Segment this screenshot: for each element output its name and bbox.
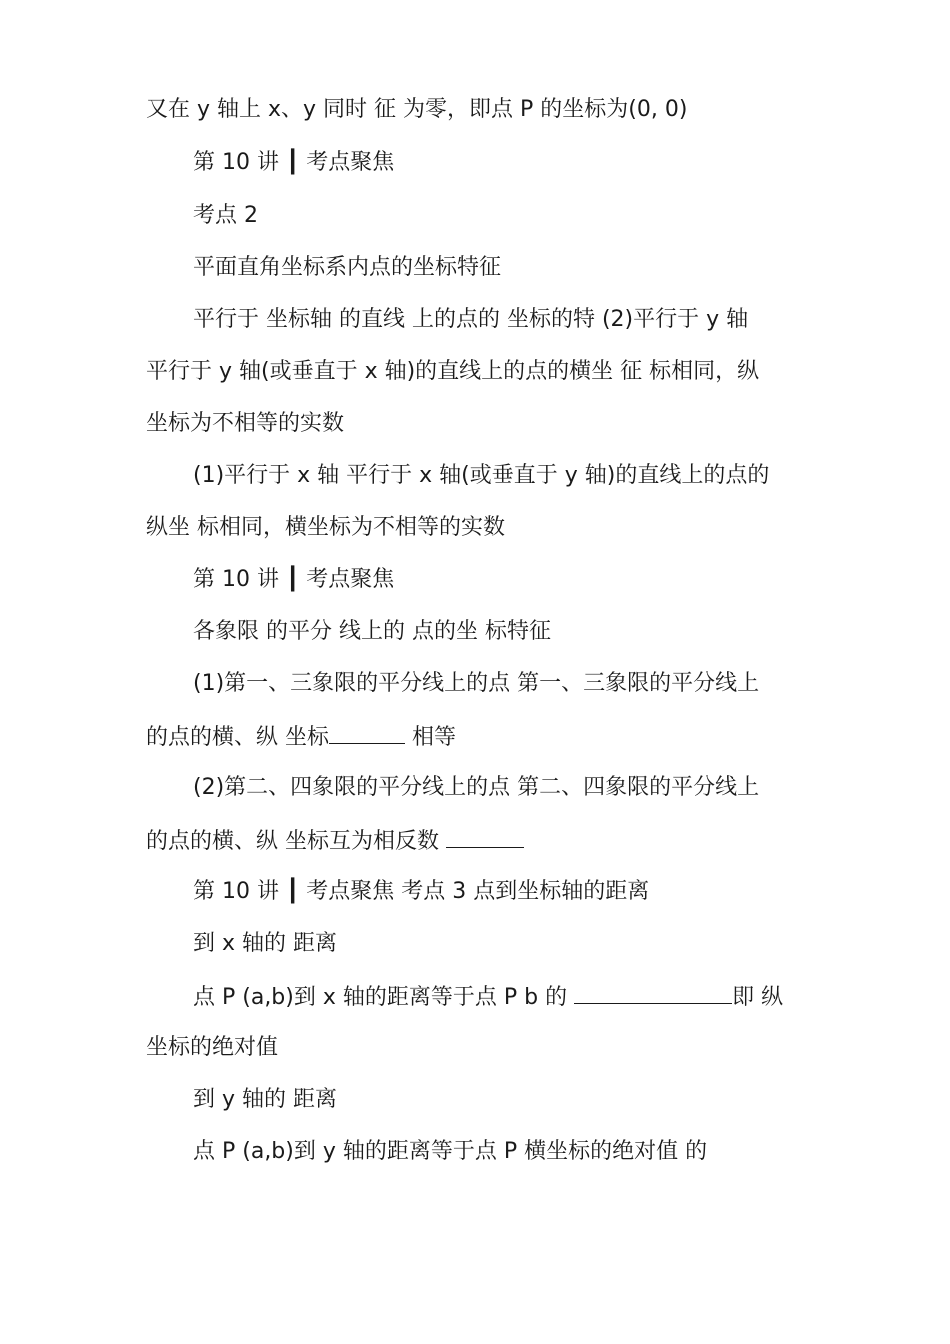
subheading-x-distance: 到 x 轴的 距离: [193, 931, 337, 956]
text-line-19: 坐标的绝对值: [146, 1035, 279, 1060]
text-line-21: 点 P (a,b)到 y 轴的距离等于点 P 横坐标的绝对值 的: [193, 1139, 708, 1164]
text-line-18: [193, 981, 783, 1013]
fill-blank: [574, 981, 732, 1004]
text-line-6: 平行于 y 轴(或垂直于 x 轴)的直线上的点的横坐 征 标相同，纵: [146, 359, 760, 384]
text-line-14: (2)第二、四象限的平分线上的点 第二、四象限的平分线上: [193, 775, 760, 800]
text-line-12: (1)第一、三象限的平分线上的点 第一、三象限的平分线上: [193, 671, 760, 696]
fill-blank: [446, 825, 524, 848]
topic-title: 平面直角坐标系内点的坐标特征: [193, 255, 502, 280]
section-header-3: 第 10 讲 ┃ 考点聚焦 考点 3 点到坐标轴的距离: [193, 879, 650, 904]
text-line-9: 纵坐 标相同，横坐标为不相等的实数: [146, 515, 505, 540]
text-segment: 即 纵: [732, 985, 784, 1010]
text-segment: 的点的横、纵 坐标互为相反数: [146, 829, 446, 854]
text-line-13: [146, 721, 456, 753]
point-heading-2: 考点 2: [193, 203, 258, 228]
text-line-1: 又在 y 轴上 x、y 同时 征 为零，即点 P 的坐标为(0, 0): [146, 97, 688, 122]
text-segment: 的点的横、纵 坐标: [146, 725, 329, 750]
text-line-5: 平行于 坐标轴 的直线 上的点的 坐标的特 (2)平行于 y 轴: [193, 307, 749, 332]
subheading-y-distance: 到 y 轴的 距离: [193, 1087, 337, 1112]
section-header-1: 第 10 讲 ┃ 考点聚焦: [193, 150, 395, 175]
text-segment: 点 P (a,b)到 x 轴的距离等于点 P b 的: [193, 985, 575, 1010]
section-header-2: 第 10 讲 ┃ 考点聚焦: [193, 567, 395, 592]
text-line-7: 坐标为不相等的实数: [146, 411, 345, 436]
text-segment: 相等: [405, 725, 456, 750]
text-line-15: [146, 825, 524, 857]
fill-blank: [329, 721, 405, 744]
subtopic-title: 各象限 的平分 线上的 点的坐 标特征: [193, 619, 551, 644]
text-line-8: (1)平行于 x 轴 平行于 x 轴(或垂直于 y 轴)的直线上的点的: [193, 463, 770, 488]
